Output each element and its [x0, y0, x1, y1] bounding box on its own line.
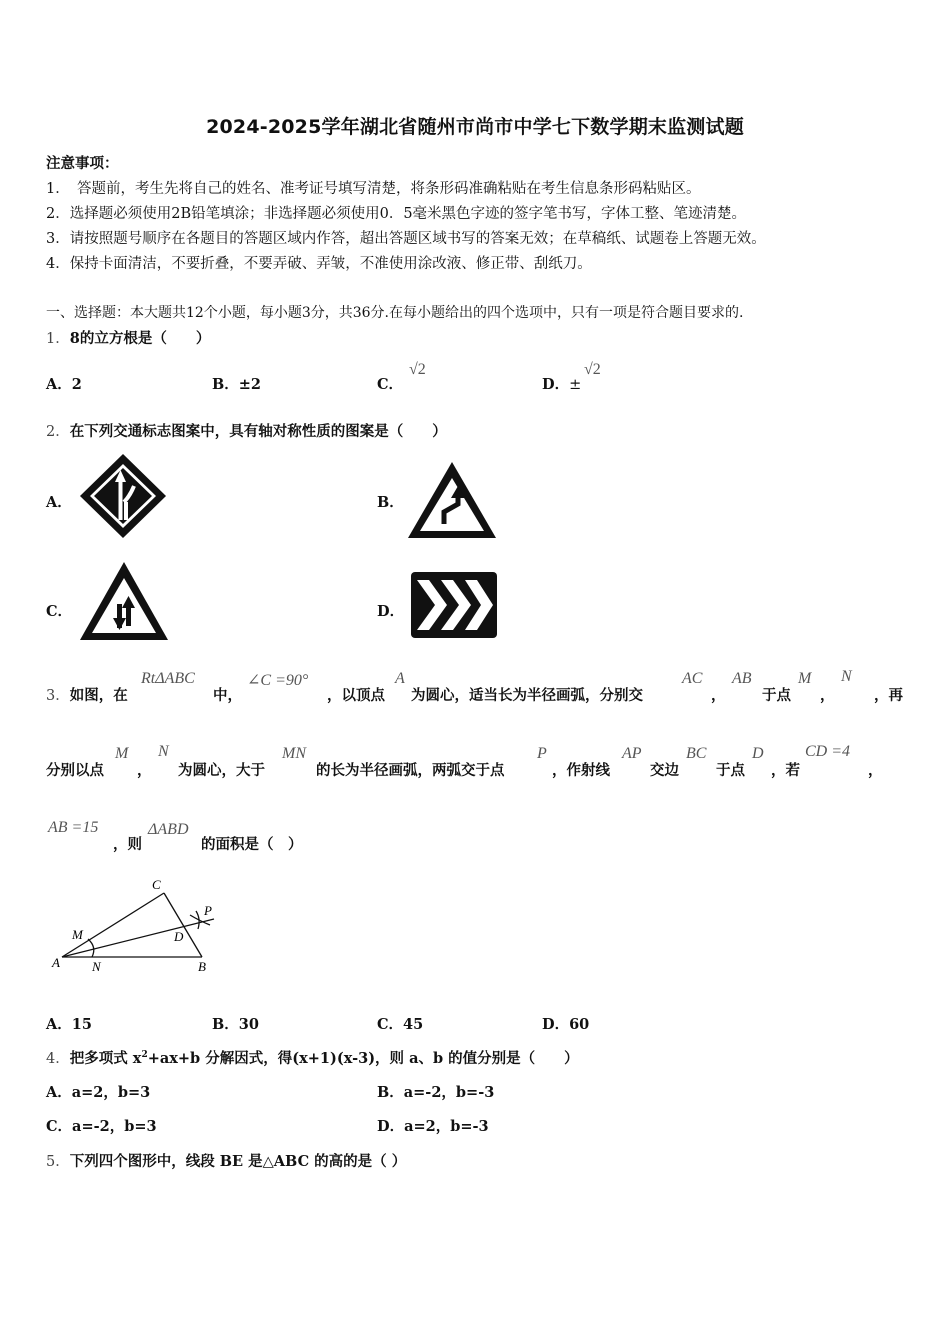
- label-n: N: [92, 959, 101, 974]
- question-1: [46, 327, 210, 348]
- math-ab-15: AB =15: [48, 819, 99, 836]
- q3-option-a[interactable]: A．15: [46, 1016, 92, 1033]
- q1-option-a[interactable]: A．2: [46, 376, 82, 393]
- math-ap: AP: [622, 745, 642, 762]
- notice-item: 1． 答题前，考生先将自己的姓名、准考证号填写清楚，将条形码准确粘贴在考生信息条形码粘贴区。: [46, 181, 701, 197]
- merge-lane-sign-icon: [78, 452, 168, 540]
- q2-option-c[interactable]: C．: [46, 603, 73, 620]
- question-text: 8的立方根是（ ）: [69, 330, 211, 347]
- question-5: 5．下列四个图形中，线段 BE 是△ABC 的高的是（ ）: [46, 1153, 407, 1170]
- math-a: A: [395, 670, 405, 687]
- math-m: M: [798, 670, 812, 687]
- q4-option-c[interactable]: C．a=-2，b=3: [46, 1118, 157, 1135]
- math-mn: MN: [282, 745, 306, 762]
- text: 的长为半径画弧，两弧交于点: [316, 762, 505, 779]
- text: ，作射线: [552, 762, 610, 779]
- text: ，: [868, 762, 883, 779]
- text: 交边: [650, 762, 679, 779]
- q3-option-d[interactable]: D．60: [542, 1016, 590, 1033]
- q3-option-b[interactable]: B．30: [212, 1016, 259, 1033]
- q1-option-c[interactable]: C．: [377, 376, 404, 393]
- text: ，: [820, 687, 835, 704]
- label-p: P: [204, 903, 212, 918]
- q4-option-b[interactable]: B．a=-2，b=-3: [377, 1084, 495, 1101]
- math-m: M: [115, 745, 129, 762]
- math-n: N: [841, 668, 852, 685]
- q2-option-a[interactable]: A．: [46, 494, 72, 511]
- notice-item: 2．选择题必须使用2B铅笔填涂；非选择题必须使用0．5毫米黑色字迹的签字笔书写，字体工整、笔迹清楚。: [46, 206, 747, 222]
- math-ac: AC: [682, 670, 703, 687]
- math-triangle-abd: ΔABD: [148, 821, 189, 838]
- label-m: M: [72, 927, 83, 942]
- question-2: 2．在下列交通标志图案中，具有轴对称性质的图案是（ ）: [46, 423, 447, 440]
- math-rt-abc: RtΔABC: [141, 670, 195, 687]
- text: 分别以点: [46, 762, 104, 779]
- q4-option-d[interactable]: D．a=2，b=-3: [377, 1118, 489, 1135]
- q2-option-d[interactable]: D．: [377, 603, 405, 620]
- label-d: D: [174, 929, 184, 944]
- label-a: A: [52, 955, 60, 970]
- two-way-traffic-sign-icon: [78, 560, 170, 642]
- notice-item: 4．保持卡面清洁，不要折叠，不要弄破、弄皱，不准使用涂改液、修正带、刮纸刀。: [46, 256, 592, 272]
- q4-option-a[interactable]: A．a=2，b=3: [46, 1084, 151, 1101]
- label-b: B: [198, 959, 206, 974]
- text: 于点: [716, 762, 745, 779]
- text: 的面积是（ ）: [201, 836, 303, 853]
- text: ，: [711, 687, 726, 704]
- question-4: 4．把多项式 $x^2+ax+b$ 分解因式，得(x+1)(x-3)，则 a、b 的值分别是（ ）: [46, 1050, 579, 1067]
- notice-heading: 注意事项：: [46, 155, 119, 172]
- q1-option-d[interactable]: D．±: [542, 376, 582, 393]
- sqrt2-math: √2: [584, 361, 601, 378]
- math-p: P: [537, 745, 547, 762]
- page-title: 2024-2025学年湖北省随州市尚市中学七下数学期末监测试题: [206, 116, 744, 138]
- math-ab: AB: [732, 670, 752, 687]
- text: 为圆心，大于: [178, 762, 265, 779]
- math-angle-c: ∠C =90°: [247, 672, 309, 689]
- sqrt2-math: √2: [409, 361, 426, 378]
- text: ，: [137, 762, 152, 779]
- math-cd: CD =4: [805, 743, 851, 760]
- label-c: C: [152, 877, 161, 892]
- notice-item: 3．请按照题号顺序在各题目的答题区域内作答，超出答题区域书写的答案无效；在草稿纸、试题卷上答题无效。: [46, 231, 766, 247]
- text: 于点: [762, 687, 791, 704]
- reverse-curve-warning-sign-icon: [406, 460, 498, 540]
- text: ，若: [771, 762, 800, 779]
- question-number: 1．: [46, 331, 70, 347]
- section-heading: 一、选择题：本大题共12个小题，每小题3分，共36分.在每小题给出的四个选项中，只有一项是符合题目要求的.: [46, 305, 744, 321]
- q1-option-b[interactable]: B．±2: [212, 376, 262, 393]
- text: 中，: [213, 687, 242, 704]
- text: ，再: [874, 687, 903, 704]
- text: 为圆心，适当长为半径画弧，分别交: [411, 687, 643, 704]
- chevron-direction-sign-icon: [409, 570, 499, 640]
- math-d: D: [752, 745, 764, 762]
- text: ，则: [113, 836, 142, 853]
- q3-option-c[interactable]: C．45: [377, 1016, 424, 1033]
- q3-num: 3．如图，在: [46, 687, 128, 704]
- triangle-figure: [48, 875, 228, 975]
- text: ，以顶点: [327, 687, 385, 704]
- q2-option-b[interactable]: B．: [377, 494, 404, 511]
- math-bc: BC: [686, 745, 707, 762]
- math-n: N: [158, 743, 169, 760]
